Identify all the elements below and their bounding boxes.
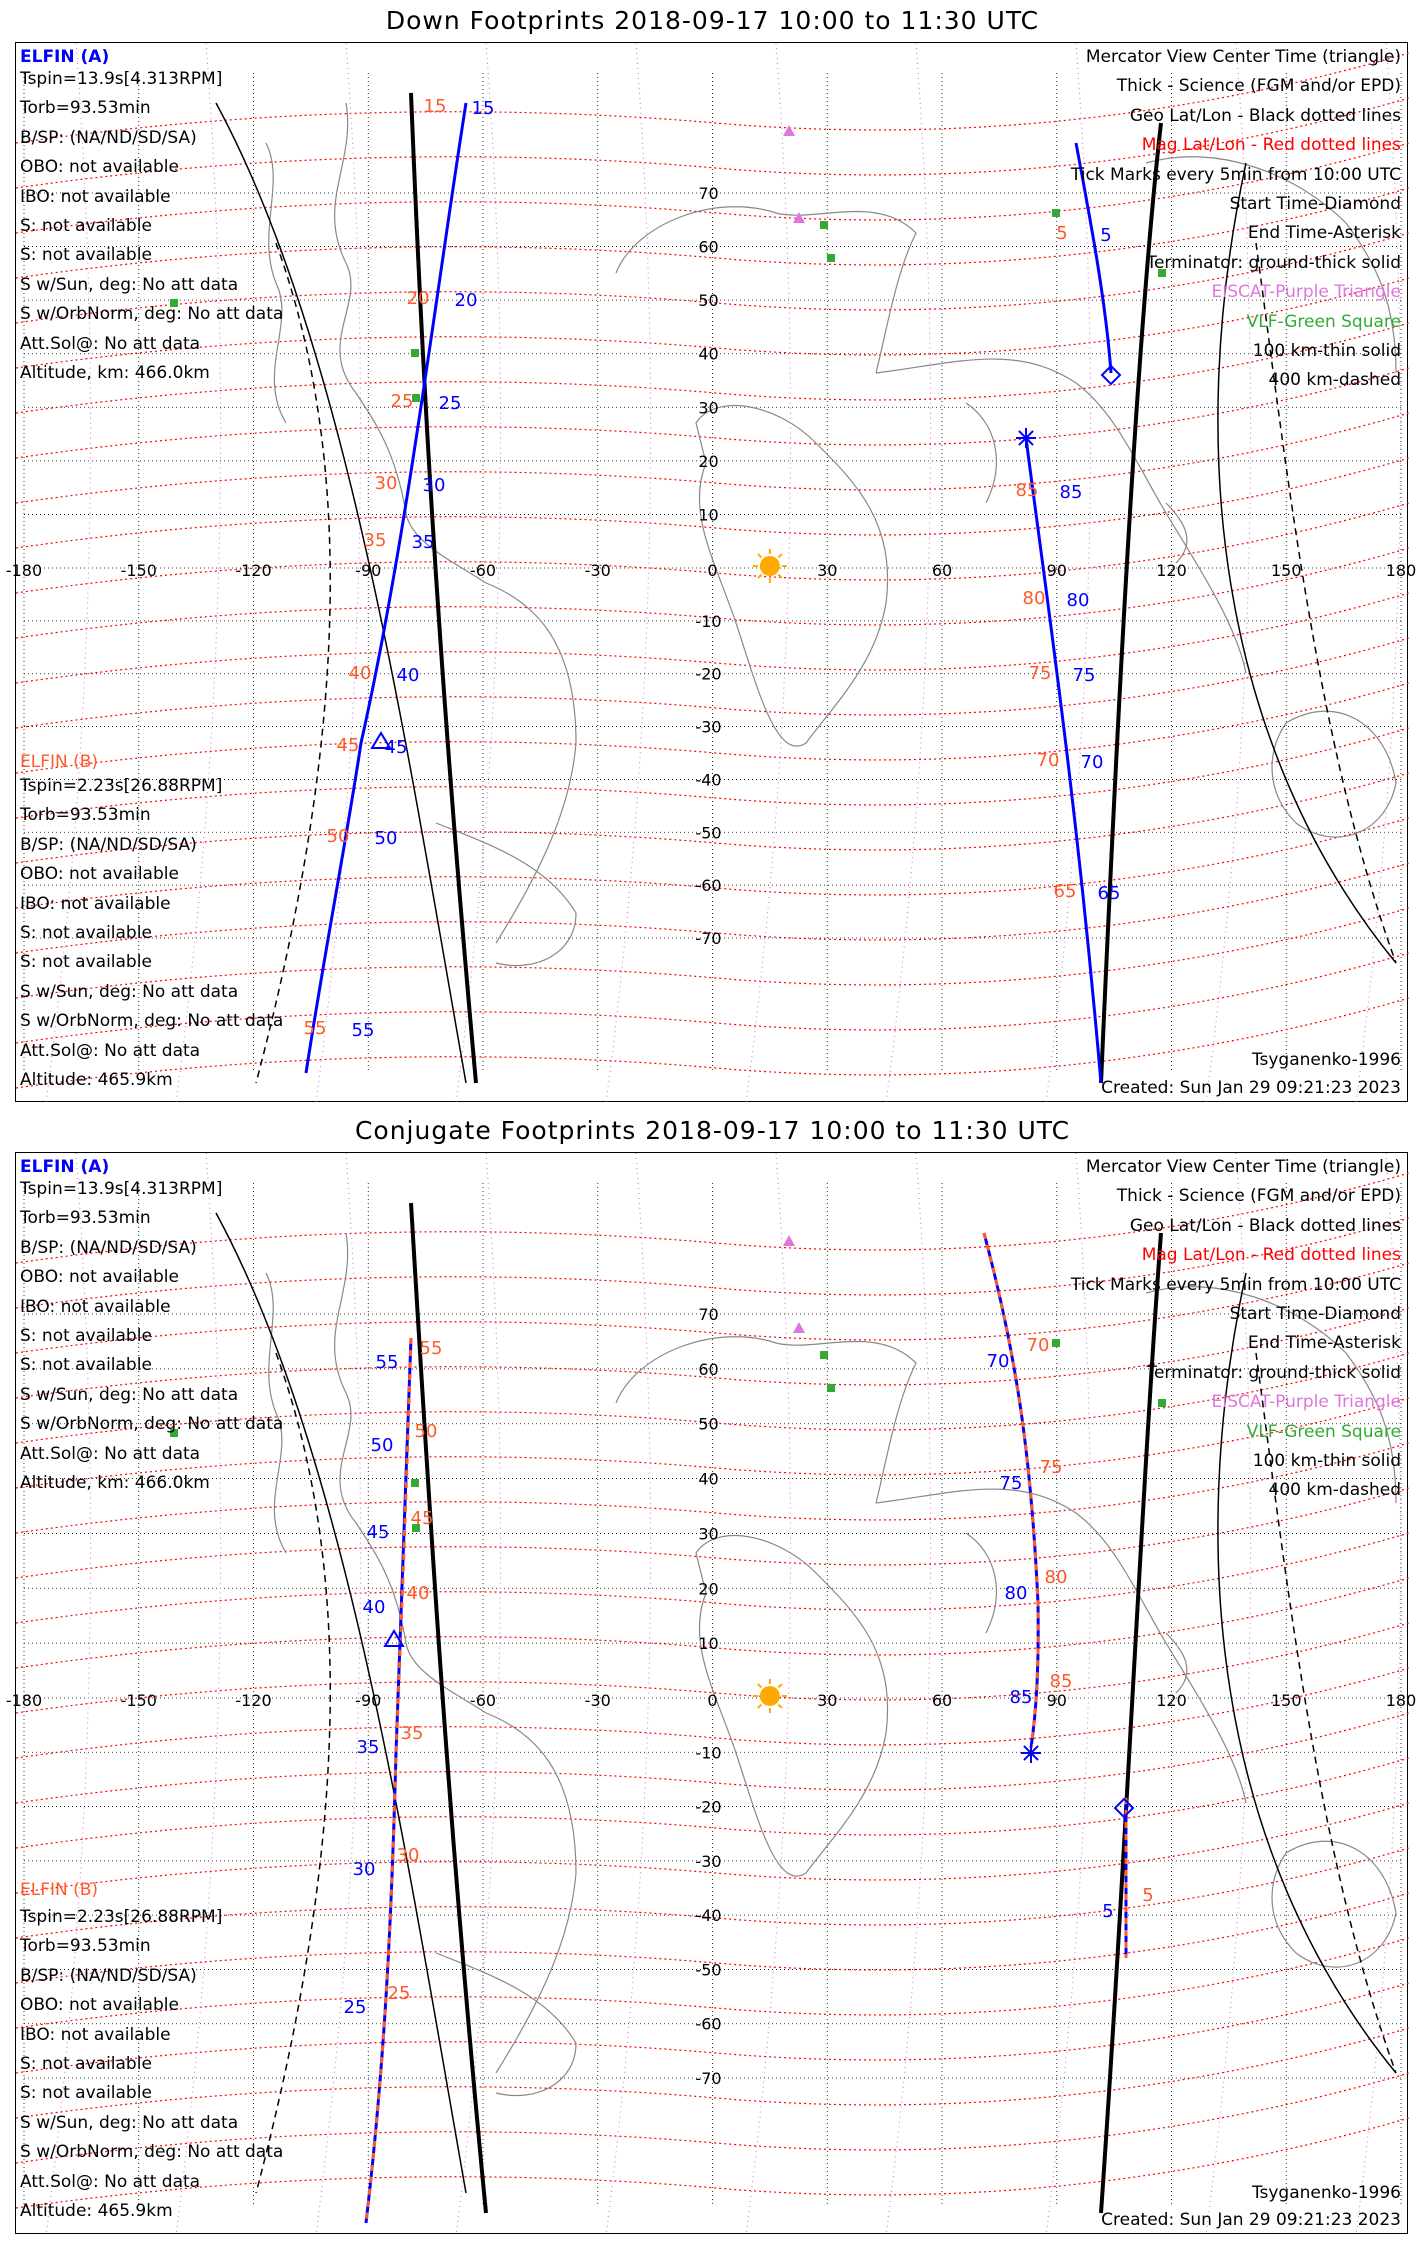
- tick-label-a: 55: [351, 1020, 375, 1041]
- lon-label: -120: [235, 561, 272, 580]
- tick-label-a: 35: [411, 532, 435, 553]
- info-line: Att.Sol@: No att data: [20, 1040, 201, 1061]
- tick-label-a: 15: [471, 98, 495, 119]
- tick-label-a: 35: [356, 1737, 380, 1758]
- lat-label: -40: [695, 770, 722, 790]
- lat-label: -60: [695, 876, 722, 896]
- info-line: OBO: not available: [20, 157, 179, 178]
- elfin-a-track: [366, 1338, 411, 2223]
- tick-label-a: 65: [1097, 883, 1121, 904]
- coastline: [616, 207, 916, 373]
- lon-label: -90: [355, 561, 382, 580]
- tick-label-a: 75: [999, 1473, 1023, 1494]
- lon-label: -180: [5, 1691, 43, 1710]
- tick-label-a: 40: [396, 665, 420, 686]
- mag-meridian: [606, 43, 651, 1103]
- elfin-b-label: ELFIN (B): [20, 752, 99, 772]
- legend-line: VLF-Green Square: [1246, 1421, 1401, 1442]
- mercator-map: [5, 1153, 1417, 2235]
- legend-line: Terminator: ground-thick solid: [1146, 252, 1401, 273]
- eiscat-triangle: [793, 1322, 805, 1333]
- tick-label-a: 45: [384, 737, 408, 758]
- coastline: [1272, 1841, 1396, 1967]
- sun-ray: [758, 1684, 762, 1688]
- vlf-square: [1052, 209, 1060, 217]
- tick-label-b: 30: [396, 1845, 420, 1866]
- info-line: Att.Sol@: No att data: [20, 1443, 201, 1464]
- legend-line: Geo Lat/Lon - Black dotted lines: [1129, 105, 1401, 126]
- tick-label-b: 75: [1039, 1457, 1063, 1478]
- mag-meridian: [176, 43, 221, 1103]
- lon-label: 150: [1270, 561, 1302, 580]
- info-line: S: not available: [20, 216, 152, 236]
- lat-label: 30: [698, 1524, 719, 1544]
- lat-label: -10: [695, 611, 722, 631]
- lat-label: -10: [695, 1743, 722, 1763]
- info-line: IBO: not available: [20, 2024, 171, 2045]
- vlf-square: [820, 1351, 828, 1359]
- lon-label: 30: [817, 561, 838, 580]
- mercator-map: [5, 43, 1417, 1103]
- legend-line: Mercator View Center Time (triangle): [1085, 47, 1401, 67]
- info-line: Tspin=13.9s[4.313RPM]: [20, 69, 223, 89]
- lat-label: 40: [698, 1469, 719, 1489]
- coastline: [966, 1533, 996, 1633]
- tick-label-a: 80: [1066, 590, 1090, 611]
- lat-label: -20: [695, 664, 722, 684]
- lon-label: 180: [1385, 1691, 1417, 1710]
- lat-label: 20: [698, 1579, 719, 1599]
- model-label: Tsyganenko-1996: [1251, 1050, 1401, 1070]
- sun-ray: [758, 1704, 762, 1708]
- panel-title: Conjugate Footprints 2018-09-17 10:00 to 11:30 UTC: [354, 1116, 1071, 1145]
- info-line: S w/OrbNorm, deg: No att data: [20, 304, 284, 325]
- sun-icon: [760, 556, 780, 576]
- lat-label: -40: [695, 1906, 722, 1926]
- lat-label: -70: [695, 929, 722, 948]
- coastline: [266, 143, 286, 423]
- tick-label-a: 45: [366, 1522, 390, 1543]
- eiscat-triangle: [783, 1235, 795, 1246]
- legend-line: Geo Lat/Lon - Black dotted lines: [1129, 1215, 1401, 1236]
- tick-label-a: 25: [438, 393, 462, 414]
- coastline: [876, 359, 1246, 673]
- created-label: Created: Sun Jan 29 09:21:23 2023: [1101, 2210, 1401, 2230]
- lon-label: 150: [1270, 1691, 1302, 1710]
- map-panel-conjugate: [5, 1152, 1417, 2234]
- info-line: S w/OrbNorm, deg: No att data: [20, 2142, 284, 2163]
- legend-line: EISCAT-Purple Triangle: [1211, 282, 1401, 303]
- tick-label-a: 30: [352, 1859, 376, 1880]
- legend-line: Mag Lat/Lon - Red dotted lines: [1141, 1245, 1401, 1266]
- terminator-ground: [411, 93, 476, 1083]
- tick-label-b: 25: [390, 391, 414, 412]
- tick-label-a: 30: [422, 475, 446, 496]
- sun-icon: [760, 1686, 780, 1706]
- mag-meridian: [606, 1153, 651, 2235]
- map-panel-down: [5, 42, 1417, 1102]
- elfin-b-label: ELFIN (B): [20, 1880, 99, 1900]
- lon-label: -90: [355, 1691, 382, 1710]
- info-line: IBO: not available: [20, 1296, 171, 1317]
- lon-label: 30: [817, 1691, 838, 1710]
- info-line: S: not available: [20, 1326, 152, 1346]
- mag-meridian: [886, 43, 931, 1103]
- legend-line: Thick - Science (FGM and/or EPD): [1116, 76, 1401, 97]
- info-line: Tspin=13.9s[4.313RPM]: [20, 1179, 223, 1199]
- tick-label-a: 25: [343, 1997, 367, 2018]
- eiscat-triangle: [793, 212, 805, 223]
- coastline: [266, 1273, 286, 1553]
- tick-label-a: 5: [1102, 1901, 1114, 1922]
- tick-label-a: 50: [374, 828, 398, 849]
- coastline: [616, 1337, 916, 1503]
- legend-line: Tick Marks every 5min from 10:00 UTC: [1070, 164, 1401, 185]
- info-line: B/SP: (NA/ND/SD/SA): [20, 834, 197, 855]
- lon-label: 180: [1385, 561, 1417, 580]
- lon-label: 120: [1156, 561, 1187, 580]
- tick-label-b: 35: [363, 530, 387, 551]
- coastline: [696, 406, 888, 747]
- tick-label-a: 85: [1059, 482, 1083, 503]
- sun-ray: [758, 574, 762, 578]
- info-line: S: not available: [20, 245, 152, 266]
- lat-label: -20: [695, 1797, 722, 1817]
- elfin-a-label: ELFIN (A): [20, 1157, 110, 1177]
- tick-label-b: 50: [326, 826, 350, 847]
- tick-label-a: 70: [1080, 752, 1104, 773]
- sun-ray: [778, 1684, 782, 1688]
- info-line: Torb=93.53min: [20, 1208, 151, 1229]
- lon-label: -60: [469, 561, 497, 580]
- coastline: [1166, 1633, 1187, 1693]
- coastline: [1272, 711, 1396, 837]
- info-line: OBO: not available: [20, 864, 179, 885]
- legend-line: Mercator View Center Time (triangle): [1085, 1157, 1401, 1177]
- legend-line: Start Time-Diamond: [1229, 194, 1401, 214]
- legend-line: Start Time-Diamond: [1229, 1304, 1401, 1324]
- tick-label-a: 50: [370, 1435, 394, 1456]
- vlf-square: [1158, 1399, 1166, 1407]
- tick-label-b: 5: [1056, 223, 1068, 244]
- tick-label-b: 35: [400, 1723, 424, 1744]
- lon-label: -150: [120, 1691, 157, 1710]
- legend-line: 100 km-thin solid: [1252, 341, 1401, 361]
- lat-label: -50: [695, 1960, 722, 1980]
- mag-meridian: [316, 43, 361, 1103]
- tick-label-b: 40: [406, 1583, 430, 1604]
- tick-label-b: 85: [1015, 480, 1039, 501]
- lat-label: 60: [698, 1359, 719, 1379]
- lon-label: -30: [584, 561, 611, 580]
- info-line: Torb=93.53min: [20, 805, 151, 826]
- tick-label-a: 80: [1004, 1583, 1028, 1604]
- legend-line: 400 km-dashed: [1268, 1480, 1401, 1501]
- lat-label: -30: [695, 1851, 722, 1871]
- legend-line: Thick - Science (FGM and/or EPD): [1116, 1186, 1401, 1207]
- info-line: B/SP: (NA/ND/SD/SA): [20, 127, 197, 148]
- lat-label: -70: [695, 2069, 722, 2088]
- tick-label-b: 85: [1049, 1671, 1073, 1692]
- mag-meridian: [176, 1153, 221, 2235]
- lat-label: 20: [698, 451, 719, 471]
- tick-label-b: 80: [1022, 588, 1046, 609]
- info-line: Att.Sol@: No att data: [20, 333, 201, 354]
- vlf-square: [1052, 1339, 1060, 1347]
- elfin-b-track: [366, 1338, 411, 2223]
- legend-line: Mag Lat/Lon - Red dotted lines: [1141, 135, 1401, 156]
- coastline: [335, 1233, 576, 2073]
- tick-label-b: 65: [1053, 881, 1077, 902]
- tick-label-b: 70: [1036, 750, 1060, 771]
- elfin-a-label: ELFIN (A): [20, 47, 110, 67]
- tick-label-a: 85: [1009, 1687, 1033, 1708]
- info-line: OBO: not available: [20, 1995, 179, 2016]
- coastline: [876, 1489, 1246, 1803]
- info-line: Altitude: 465.9km: [20, 2201, 173, 2221]
- lat-label: 70: [698, 1305, 719, 1324]
- tick-label-b: 45: [336, 735, 360, 756]
- info-line: Torb=93.53min: [20, 98, 151, 119]
- created-label: Created: Sun Jan 29 09:21:23 2023: [1101, 1078, 1401, 1098]
- tick-label-b: 55: [303, 1018, 327, 1039]
- sun-ray: [778, 554, 782, 558]
- lon-label: 0: [707, 1691, 718, 1710]
- lon-label: -180: [5, 561, 43, 580]
- legend-line: EISCAT-Purple Triangle: [1211, 1392, 1401, 1413]
- lon-label: 60: [931, 561, 953, 580]
- tick-label-b: 70: [1026, 1335, 1050, 1356]
- info-line: OBO: not available: [20, 1267, 179, 1288]
- lon-label: 90: [1046, 1691, 1067, 1710]
- lat-label: 50: [698, 1414, 719, 1434]
- vlf-square: [827, 254, 835, 262]
- eiscat-triangle: [783, 125, 795, 136]
- info-line: S w/Sun, deg: No att data: [20, 274, 239, 295]
- tick-label-b: 55: [419, 1338, 443, 1359]
- vlf-square: [827, 1384, 835, 1392]
- tick-label-b: 80: [1044, 1567, 1068, 1588]
- lon-label: 60: [931, 1691, 953, 1710]
- lon-label: -120: [235, 1691, 272, 1710]
- lat-label: -30: [695, 717, 722, 737]
- lon-label: -30: [584, 1691, 611, 1710]
- legend-line: Tick Marks every 5min from 10:00 UTC: [1070, 1274, 1401, 1295]
- model-label: Tsyganenko-1996: [1251, 2183, 1401, 2203]
- tick-label-b: 15: [423, 96, 447, 117]
- lat-label: 50: [698, 291, 719, 311]
- lon-label: 0: [707, 561, 718, 580]
- lon-label: -60: [469, 1691, 497, 1710]
- info-line: Tspin=2.23s[26.88RPM]: [20, 1907, 223, 1927]
- info-line: Altitude, km: 466.0km: [20, 1473, 210, 1493]
- tick-label-b: 50: [414, 1421, 438, 1442]
- legend-line: End Time-Asterisk: [1247, 223, 1401, 244]
- info-line: Tspin=2.23s[26.88RPM]: [20, 776, 223, 796]
- info-line: S w/Sun, deg: No att data: [20, 2112, 239, 2133]
- lat-label: 60: [698, 237, 719, 257]
- lat-label: -60: [695, 2014, 722, 2034]
- info-line: S: not available: [20, 1355, 152, 1376]
- info-line: S w/Sun, deg: No att data: [20, 1384, 239, 1405]
- lon-label: 90: [1046, 561, 1067, 580]
- info-line: Att.Sol@: No att data: [20, 2171, 201, 2192]
- info-line: IBO: not available: [20, 186, 171, 207]
- lat-label: 70: [698, 184, 719, 203]
- tick-label-b: 45: [410, 1508, 434, 1529]
- info-line: Altitude: 465.9km: [20, 1070, 173, 1090]
- coastline: [696, 1536, 888, 1877]
- tick-label-a: 5: [1100, 225, 1112, 246]
- sun-ray: [778, 1704, 782, 1708]
- info-line: Torb=93.53min: [20, 1936, 151, 1957]
- tick-label-b: 20: [406, 288, 430, 309]
- panel-title: Down Footprints 2018-09-17 10:00 to 11:30 UTC: [385, 6, 1040, 35]
- info-line: S w/OrbNorm, deg: No att data: [20, 1414, 284, 1435]
- sun-ray: [778, 574, 782, 578]
- info-line: Altitude, km: 466.0km: [20, 363, 210, 383]
- legend-line: 100 km-thin solid: [1252, 1451, 1401, 1471]
- sun-ray: [758, 554, 762, 558]
- info-line: S: not available: [20, 2083, 152, 2104]
- mag-meridian: [886, 1153, 931, 2235]
- vlf-square: [820, 221, 828, 229]
- vlf-square: [411, 349, 419, 357]
- vlf-square: [411, 1479, 419, 1487]
- coastline: [436, 1953, 576, 2096]
- legend-line: 400 km-dashed: [1268, 370, 1401, 391]
- legend-line: Terminator: ground-thick solid: [1146, 1362, 1401, 1383]
- lon-label: 120: [1156, 1691, 1187, 1710]
- mag-parallel: [16, 1533, 1409, 1623]
- lat-label: 40: [698, 344, 719, 364]
- tick-label-b: 25: [387, 1983, 411, 2004]
- info-line: S w/OrbNorm, deg: No att data: [20, 1011, 284, 1032]
- legend-line: End Time-Asterisk: [1247, 1333, 1401, 1354]
- lat-label: 10: [698, 505, 719, 525]
- lat-label: 10: [698, 1634, 719, 1654]
- info-line: S: not available: [20, 923, 152, 943]
- tick-label-b: 30: [374, 473, 398, 494]
- info-line: B/SP: (NA/ND/SD/SA): [20, 1237, 197, 1258]
- tick-label-a: 75: [1072, 665, 1096, 686]
- tick-label-b: 75: [1028, 663, 1052, 684]
- tick-label-a: 55: [375, 1352, 399, 1373]
- info-line: S: not available: [20, 952, 152, 973]
- tick-label-a: 40: [362, 1597, 386, 1618]
- info-line: IBO: not available: [20, 893, 171, 914]
- tick-label-a: 70: [986, 1351, 1010, 1372]
- lat-label: -50: [695, 823, 722, 843]
- tick-label-b: 5: [1142, 1885, 1154, 1906]
- legend-line: VLF-Green Square: [1246, 311, 1401, 332]
- lat-label: 30: [698, 398, 719, 418]
- mag-parallel: [16, 458, 1409, 548]
- lon-label: -150: [120, 561, 157, 580]
- info-line: S: not available: [20, 2054, 152, 2074]
- tick-label-b: 40: [348, 663, 372, 684]
- info-line: B/SP: (NA/ND/SD/SA): [20, 1965, 197, 1986]
- info-line: S w/Sun, deg: No att data: [20, 981, 239, 1002]
- tick-label-a: 20: [454, 290, 478, 311]
